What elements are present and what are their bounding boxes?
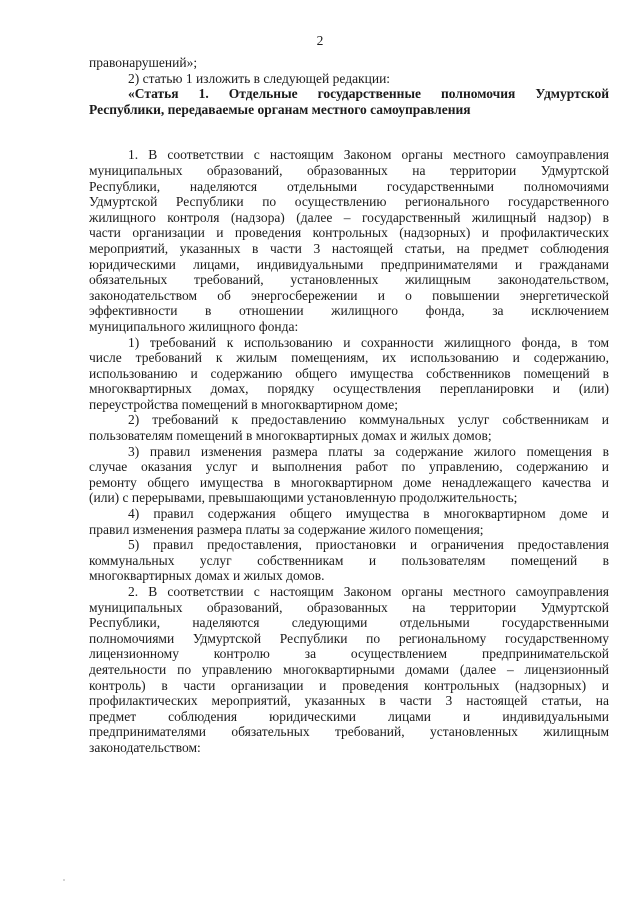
- paragraphs: [89, 147, 609, 755]
- paragraph: [89, 584, 609, 756]
- paragraph: [89, 335, 609, 413]
- intro-block: [89, 55, 609, 86]
- text-line: переустройства помещений в многоквартирном доме;: [89, 396, 398, 412]
- spacer: [89, 117, 609, 147]
- text-line: 5) правил предоставления, приостановки и ограничения предоставления: [128, 537, 609, 553]
- text-line: законодательством:: [89, 739, 201, 755]
- text-line: 3) правил изменения размера платы за содержание жилого помещения в: [128, 443, 609, 459]
- text-line: эффективности в отношении жилищного фонда, за исключением: [89, 303, 609, 319]
- text-line: правонарушений»;: [89, 55, 198, 70]
- paragraph: [89, 537, 609, 584]
- paragraph: [89, 506, 609, 537]
- text-line: предпринимателями обязательных требований, установленных жилищным: [89, 724, 609, 740]
- text-line: обязательных требований, установленных жилищным законодательством,: [89, 272, 609, 288]
- paragraph: [89, 412, 609, 443]
- text-line: муниципальных образований, образованных на территории Удмуртской: [89, 162, 609, 178]
- text-line: использованию и содержанию общего имущества собственников помещений в: [89, 365, 609, 381]
- text-line: контроль) в части организации и проведения контрольных (надзорных) и: [89, 677, 609, 693]
- text-line: ремонту общего имущества в многоквартирном доме ненадлежащего качества и: [89, 474, 609, 490]
- text-line: коммунальных услуг собственникам и пользователям помещений в: [89, 552, 609, 568]
- text-line: 4) правил содержания общего имущества в многоквартирном доме и: [128, 506, 609, 522]
- text-line: 1. В соответствии с настоящим Законом органы местного самоуправления: [128, 147, 609, 163]
- paragraph: [89, 147, 609, 334]
- text-line: муниципальных образований, образованных на территории Удмуртской: [89, 599, 609, 615]
- text-line: муниципального жилищного фонда:: [89, 318, 299, 334]
- text-line: правил изменения размера платы за содержание жилого помещения;: [89, 521, 484, 537]
- text-line: 1) требований к использованию и сохранности жилищного фонда, в том: [128, 334, 609, 350]
- text-line: деятельности по управлению многоквартирными домами (далее – лицензионный: [89, 661, 609, 677]
- text-line: пользователям помещений в многоквартирных домах и жилых домов;: [89, 428, 492, 444]
- text-line: 2) требований к предоставлению коммунальных услуг собственникам и: [128, 412, 609, 428]
- document-body: [89, 55, 609, 756]
- text-line: полномочиями Удмуртской Республики по региональному государственному: [89, 630, 609, 646]
- heading-line: Республики, передаваемые органам местного самоуправления: [89, 101, 471, 117]
- page-number: 2: [316, 33, 324, 48]
- text-line: Республики, наделяются отдельными государственными полномочиями: [89, 178, 609, 194]
- scan-artifact: [63, 879, 65, 881]
- text-line: Республики, наделяются следующими отдельными государственными: [89, 615, 609, 631]
- text-line: Удмуртской Республики по осуществлению регионального государственного: [89, 194, 609, 210]
- article-heading: [89, 86, 609, 117]
- text-line: предмет соблюдения юридическими лицами и индивидуальными: [89, 708, 609, 724]
- text-line: многоквартирных домах и жилых домов.: [89, 568, 325, 584]
- heading-line: «Статья 1. Отдельные государственные полномочия Удмуртской: [128, 86, 609, 102]
- text-line: 2) статью 1 изложить в следующей редакции:: [128, 70, 391, 86]
- paragraph: [89, 444, 609, 506]
- text-line: профилактических мероприятий, указанных в части 3 настоящей статьи, на: [89, 693, 609, 709]
- text-line: случае оказания услуг и выполнения работ по управлению, содержанию и: [89, 459, 609, 475]
- text-line: лицензионному контролю за осуществлением предпринимательской: [89, 646, 609, 662]
- text-line: 2. В соответствии с настоящим Законом органы местного самоуправления: [128, 584, 609, 599]
- text-line: законодательством об энергосбережении и о повышении энергетической: [89, 287, 609, 303]
- text-line: (или) с перерывами, превышающими установленную продолжительность;: [89, 490, 518, 506]
- text-line: жилищного контроля (надзора) (далее – государственный жилищный надзор) в: [89, 209, 609, 225]
- text-line: мероприятий, указанных в части 3 настоящей статьи, на предмет соблюдения: [89, 240, 609, 256]
- text-line: части организации и проведения контрольных (надзорных) и профилактических: [89, 225, 609, 241]
- text-line: числе требований к жилым помещениям, их использованию и содержанию,: [89, 350, 609, 366]
- text-line: многоквартирных домах, порядку осуществления перепланировки и (или): [89, 381, 609, 397]
- text-line: юридическими лицами, индивидуальными предпринимателями и гражданами: [89, 256, 609, 272]
